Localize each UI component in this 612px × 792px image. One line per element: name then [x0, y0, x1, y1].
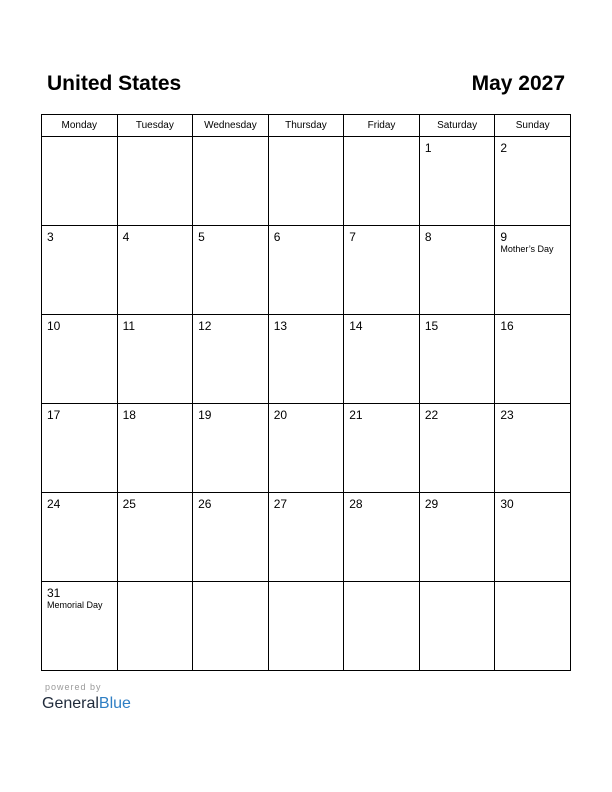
day-cell [193, 404, 269, 493]
day-number [42, 137, 117, 141]
generalblue-logo[interactable] [42, 694, 131, 714]
day-number: 10 [47, 319, 61, 333]
day-cell [419, 404, 495, 493]
day-cell [344, 404, 420, 493]
day-cell [344, 137, 420, 226]
day-cell [193, 582, 269, 671]
day-number: 4 [122, 230, 130, 244]
day-cell [193, 493, 269, 582]
day-cell [344, 226, 420, 315]
day-cell [117, 315, 193, 404]
day-number: 22 [424, 408, 439, 422]
weekday-header: Saturday [419, 115, 495, 137]
day-number [118, 582, 193, 586]
day-cell [117, 137, 193, 226]
day-number [495, 582, 570, 586]
week-row [42, 493, 571, 582]
weekday-header: Wednesday [193, 115, 269, 137]
day-cell [42, 226, 118, 315]
calendar-grid [41, 114, 571, 671]
day-number: 25 [122, 497, 136, 511]
day-cell [117, 404, 193, 493]
day-cell [495, 493, 571, 582]
day-cell [344, 582, 420, 671]
day-cell [419, 315, 495, 404]
day-cell [117, 582, 193, 671]
day-cell [495, 404, 571, 493]
weekday-header-row [42, 115, 571, 137]
day-cell [42, 493, 118, 582]
day-number: 17 [47, 408, 61, 422]
day-cell [193, 137, 269, 226]
week-row [42, 582, 571, 671]
day-number: 6 [273, 230, 281, 244]
day-number: 31 [47, 586, 61, 600]
day-cell [193, 315, 269, 404]
day-cell [268, 137, 344, 226]
day-cell [419, 137, 495, 226]
day-number: 2 [500, 141, 508, 155]
day-number [193, 137, 268, 141]
day-number: 30 [500, 497, 514, 511]
day-number: 21 [349, 408, 363, 422]
week-row [42, 315, 571, 404]
day-number: 12 [198, 319, 212, 333]
day-cell [42, 404, 118, 493]
day-cell [117, 226, 193, 315]
day-number [118, 137, 193, 141]
day-cell [268, 226, 344, 315]
day-cell [495, 226, 571, 315]
day-number: 3 [47, 230, 54, 244]
day-cell [419, 493, 495, 582]
day-cell [42, 137, 118, 226]
day-cell [42, 315, 118, 404]
month-year-title: May 2027 [471, 72, 565, 95]
day-cell [344, 315, 420, 404]
day-cell [193, 226, 269, 315]
weekday-header: Tuesday [117, 115, 193, 137]
day-number [420, 582, 495, 586]
holiday-label-memorial-day: Memorial Day [47, 600, 103, 610]
day-number: 14 [349, 319, 363, 333]
day-number: 9 [500, 230, 508, 244]
day-number: 8 [424, 230, 432, 244]
day-number [269, 137, 344, 141]
brand-text-blue: Blue [98, 695, 131, 712]
day-number [269, 582, 344, 586]
day-number: 1 [424, 141, 432, 155]
day-number: 29 [424, 497, 439, 511]
day-number: 11 [122, 319, 136, 333]
week-row [42, 226, 571, 315]
day-cell [495, 582, 571, 671]
day-number: 20 [273, 408, 288, 422]
weekday-header: Monday [42, 115, 118, 137]
day-number: 5 [198, 230, 205, 244]
day-cell [268, 582, 344, 671]
day-cell [419, 582, 495, 671]
holiday-label-mothers-day: Mother’s Day [500, 244, 554, 254]
day-cell [495, 137, 571, 226]
day-number [193, 582, 268, 586]
day-number: 16 [500, 319, 514, 333]
day-cell [268, 404, 344, 493]
day-cell [268, 493, 344, 582]
day-number: 13 [273, 319, 288, 333]
day-number: 26 [198, 497, 212, 511]
day-number: 28 [349, 497, 363, 511]
day-number: 18 [122, 408, 136, 422]
weekday-header: Friday [344, 115, 420, 137]
day-cell [42, 582, 118, 671]
day-cell [268, 315, 344, 404]
day-number: 24 [47, 497, 61, 511]
week-row [42, 404, 571, 493]
day-number: 27 [273, 497, 288, 511]
brand-text-general: General [42, 695, 99, 712]
day-number [344, 137, 419, 141]
day-cell [117, 493, 193, 582]
week-row [42, 137, 571, 226]
day-cell [419, 226, 495, 315]
country-title: United States [47, 72, 182, 95]
day-cell [344, 493, 420, 582]
day-number: 19 [198, 408, 212, 422]
day-cell [495, 315, 571, 404]
day-number: 7 [349, 230, 356, 244]
day-number [344, 582, 419, 586]
weekday-header: Sunday [495, 115, 571, 137]
day-number: 15 [424, 319, 439, 333]
day-number: 23 [500, 408, 514, 422]
powered-by-text: powered by [45, 682, 102, 692]
weekday-header: Thursday [268, 115, 344, 137]
